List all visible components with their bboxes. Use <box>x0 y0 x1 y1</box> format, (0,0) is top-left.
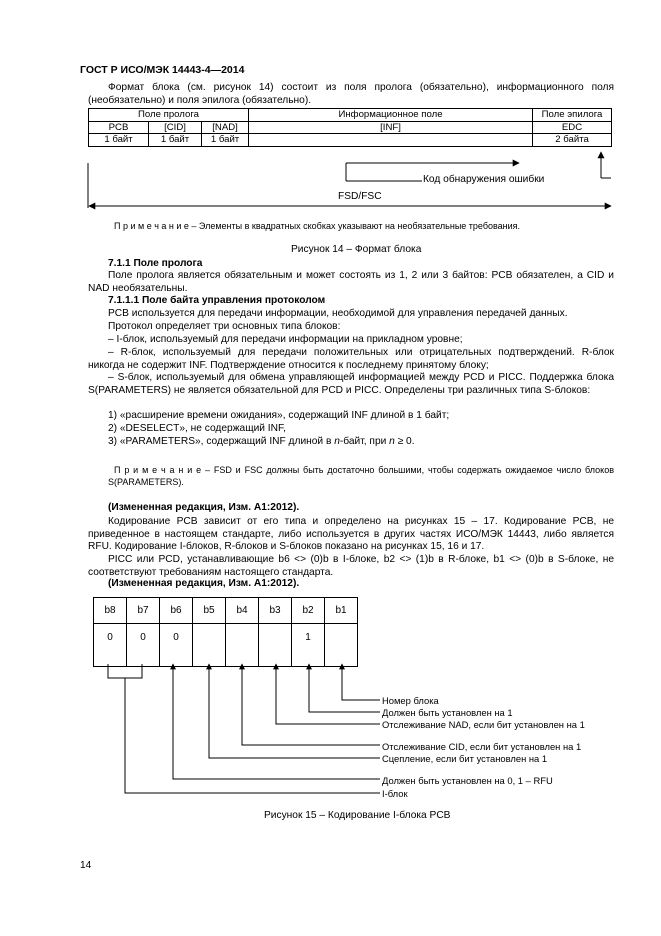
bit-header-b3: b3 <box>259 598 292 624</box>
prologue-header: Поле пролога <box>89 109 249 122</box>
bit-header-b7: b7 <box>127 598 160 624</box>
note-label: П р и м е ч а н и е <box>114 221 189 231</box>
section-7111-title: 7.1.1.1 Поле байта управления протоколом <box>108 295 326 306</box>
note-text: – FSD и FSC должны быть достаточно большими, чтобы содержать ожидаемое число блоков S(PARAMETERS). <box>108 465 614 487</box>
bit-value-b7: 0 <box>127 624 160 667</box>
section-711-text: Поле пролога является обязательным и может состоять из 1, 2 или 3 байтов: PCB обязателен, а CID и NAD необязательны. <box>88 270 614 294</box>
s-block-type-1: 1) «расширение времени ожидания», содержащий INF длиной в 1 байт; <box>108 410 450 421</box>
i-block-item: – I-блок, используемый для передачи информации на прикладном уровне; <box>108 334 463 345</box>
size-nad: 1 байт <box>202 134 249 147</box>
info-header: Информационное поле <box>249 109 533 122</box>
intro-paragraph: Формат блока (см. рисунок 14) состоит из поля пролога (обязательно), информационного поля (необязательно) и поля эпилога (обязательно). <box>88 82 614 106</box>
fig15-caption: Рисунок 15 – Кодирование I-блока PCB <box>264 810 451 821</box>
protocol-paragraph: Протокол определяет три основных типа блоков: <box>108 321 341 332</box>
label-set-to-1: Должен быть установлен на 1 <box>382 707 513 718</box>
pcb-coding-paragraph: Кодирование PCB зависит от его типа и определено на рисунках 15 – 17. Кодирование PCB, не приведенное в настоящем стандарте, либо используется в других частях ИСО/МЭК 14443, либо является RFU. Кодирование I-блоков, R-блоков и S-блоков показано на рисунках 15, 16 и 17. <box>88 516 614 553</box>
bit-header-b8: b8 <box>94 598 127 624</box>
label-rfu: Должен быть установлен на 0, 1 – RFU <box>382 775 553 786</box>
label-block-number: Номер блока <box>382 695 439 706</box>
field-inf: [INF] <box>249 121 533 134</box>
bit-header-b2: b2 <box>292 598 325 624</box>
amendment-note-2: (Измененная редакция, Изм. А1:2012). <box>108 578 300 589</box>
label-chaining: Сцепление, если бит установлен на 1 <box>382 753 548 764</box>
fsd-label: FSD/FSC <box>338 191 382 202</box>
bit-header-b1: b1 <box>325 598 358 624</box>
bit-header-b5: b5 <box>193 598 226 624</box>
r-block-item: – R-блок, используемый для передачи положительных или отрицательных подтверждений. R-блок никогда не содержит INF. Подтверждение относится к последнему принятому блоку; <box>88 347 614 371</box>
type3-text-a: 3) «PARAMETERS», содержащий INF длиной в <box>108 436 335 447</box>
document-header: ГОСТ Р ИСО/МЭК 14443-4—2014 <box>80 64 245 76</box>
bit-header-b6: b6 <box>160 598 193 624</box>
label-cid: Отслеживание CID, если бит установлен на 1 <box>382 741 582 752</box>
field-cid: [CID] <box>149 121 202 134</box>
fig14-caption: Рисунок 14 – Формат блока <box>291 244 422 255</box>
type3-n2: n <box>389 436 395 447</box>
amendment-note-1: (Измененная редакция, Изм. А1:2012). <box>108 502 300 513</box>
field-edc: EDC <box>533 121 612 134</box>
note-label: П р и м е ч а н и е <box>114 465 202 475</box>
bit-value-b8: 0 <box>94 624 127 667</box>
section-711-title: 7.1.1 Поле пролога <box>108 258 203 269</box>
bit-value-b6: 0 <box>160 624 193 667</box>
size-cid: 1 байт <box>149 134 202 147</box>
note-text: – Элементы в квадратных скобках указывают на необязательные требования. <box>188 221 521 231</box>
s-block-type-2: 2) «DESELECT», не содержащий INF, <box>108 423 286 434</box>
type3-text-c: ≥ 0. <box>394 436 415 447</box>
size-pcb: 1 байт <box>89 134 149 147</box>
pcb-paragraph: PCB используется для передачи информации, необходимой для управления передачей данных. <box>108 308 568 319</box>
edc-label: Код обнаружения ошибки <box>423 174 545 185</box>
bit-value-b2: 1 <box>292 624 325 667</box>
type3-text-b: -байт, при <box>339 436 390 447</box>
bit-header-b4: b4 <box>226 598 259 624</box>
label-i-block: I-блок <box>382 788 408 799</box>
epilogue-header: Поле эпилога <box>533 109 612 122</box>
field-pcb: PCB <box>89 121 149 134</box>
conformance-paragraph: PICC или PCD, устанавливающие b6 <> (0)b в I-блоке, b2 <> (1)b в R-блоке, b1 <> (0)b в S-блоке, не соответствуют требованиям настоящего стандарта. <box>88 554 614 578</box>
s-block-item: – S-блок, используемый для обмена управляющей информацией между PCD и PICC. Поддержка блока S(PARAMETERS) не является обязательной для PCD и PICC. Определены три различных типа S-блоков: <box>88 372 614 396</box>
type3-n: n <box>334 436 340 447</box>
field-nad: [NAD] <box>202 121 249 134</box>
page-number: 14 <box>80 860 92 871</box>
label-nad: Отслеживание NAD, если бит установлен на 1 <box>382 719 585 730</box>
size-edc: 2 байта <box>533 134 612 147</box>
